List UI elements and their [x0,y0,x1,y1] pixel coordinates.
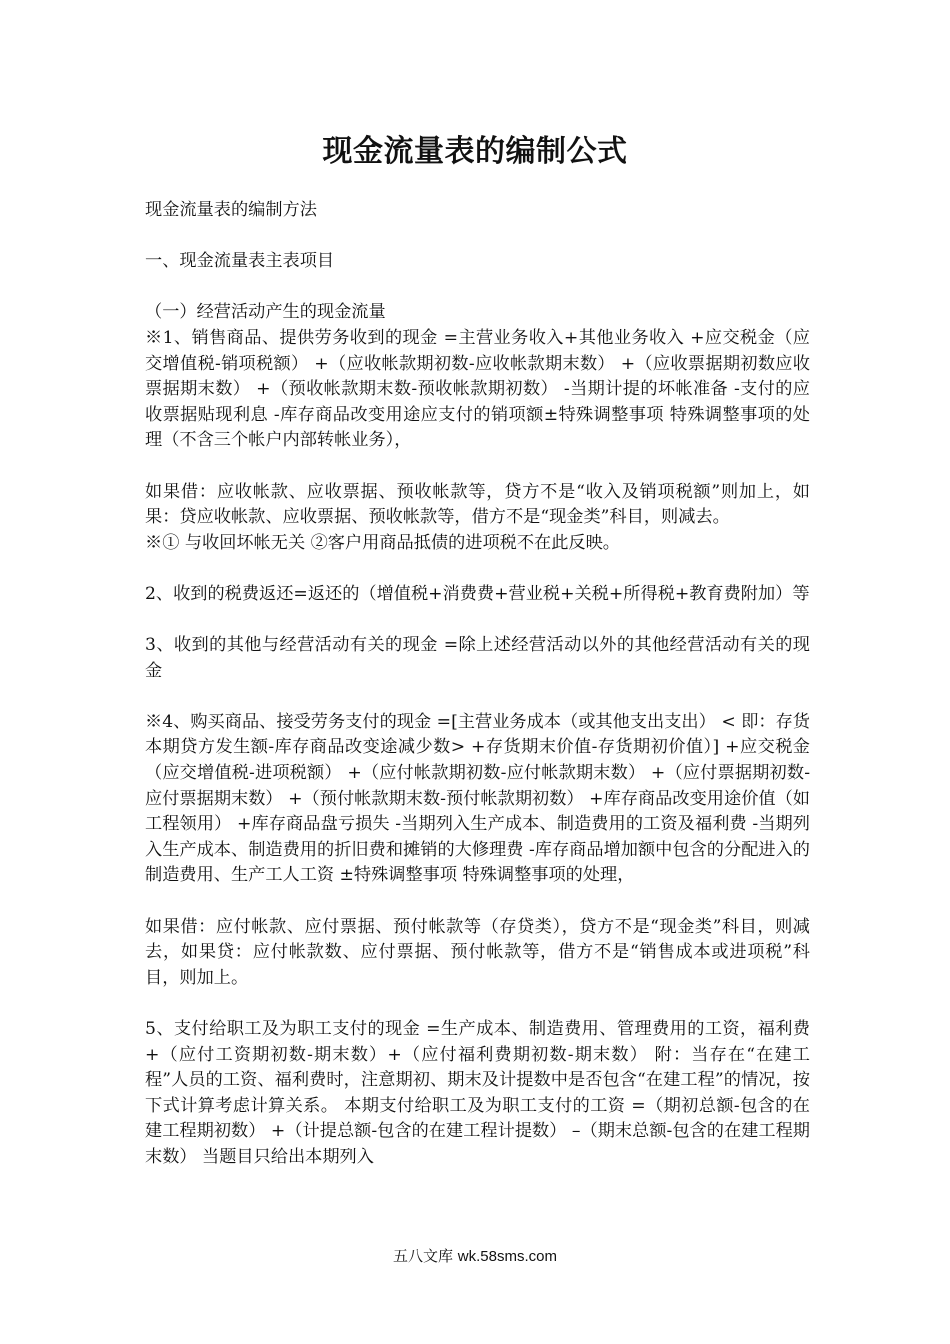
footer-site: wk.58sms.com [457,1248,557,1265]
paragraph-item-1-note: 如果借：应收帐款、应收票据、预收帐款等，贷方不是“收入及销项税额”则加上，如果：贷应收帐款、应收票据、预收帐款等，借方不是“现金类”科目，则减去。 [145,481,810,528]
paragraph-item-1-remark: ※① 与收回坏帐无关 ②客户用商品抵债的进项税不在此反映。 [145,532,620,553]
paragraph-item-2: 2、收到的税费返还=返还的（增值税+消费费+营业税+关税+所得税+教育费附加）等 [145,583,810,604]
paragraph-section-heading: 一、现金流量表主表项目 [145,251,335,272]
paragraph-method-heading: 现金流量表的编制方法 [145,200,317,220]
document-body [145,198,810,1171]
paragraph-item-4-note: 如果借：应付帐款、应付票据、预付帐款等（存贷类），贷方不是“现金类”科目，则减去，如果贷：应付帐款数、应付票据、预付帐款等，借方不是“销售成本或进项税”科目，则加上。 [145,916,810,988]
footer-label: 五八文库 [393,1247,454,1265]
paragraph-item-4: ※4、购买商品、接受劳务支付的现金 =[主营业务成本（或其他支出支出） < 即：存货本期贷方发生额-库存商品改变途减少数> +存货期末价值-存货期初价值）] +应交税金（应交增值税-进项税额） +（应付帐款期初数-应付帐款期末数） +（应付票据期初数-应付票据期末数） +（预付帐款期末数-预付帐款期初数） +库存商品改变用途价值（如工程领用） +库存商品盘亏损失 -当期列入生产成本、制造费用的工资及福利费 -当期列入生产成本、制造费用的折旧费和摊销的大修理费 -库存商品增加额中包含的分配进入的制造费用、生产工人工资 ±特殊调整事项 特殊调整事项的处理， [145,711,810,886]
document-title: 现金流量表的编制公式 [322,134,628,169]
paragraph-item-3: 3、收到的其他与经营活动有关的现金 =除上述经营活动以外的其他经营活动有关的现金 [145,635,810,681]
paragraph-item-5: 5、支付给职工及为职工支付的现金 =生产成本、制造费用、管理费用的工资，福利费 +（应付工资期初数-期末数）+（应付福利费期初数-期末数） 附：当存在“在建工程”人员的工资、福利费时，注意期初、期末及计提数中是否包含“在建工程”的情况，按下式计算考虑计算关系。 本期支付给职工及为职工支付的工资 =（期初总额-包含的在建工程期初数） +（计提总额-包含的在建工程计提数） –（期末总额-包含的在建工程期末数） 当题目只给出本期列入 [145,1019,810,1167]
paragraph-subsection-heading: （一）经营活动产生的现金流量 [145,302,386,323]
page-footer [0,1245,950,1268]
paragraph-item-1: ※1、销售商品、提供劳务收到的现金 =主营业务收入+其他业务收入 +应交税金（应交增值税-销项税额） +（应收帐款期初数-应收帐款期末数） +（应收票据期初数应收票据期末数） +（预收帐款期末数-预收帐款期初数） -当期计提的坏帐准备 -支付的应收票据贴现利息 -库存商品改变用途应支付的销项额±特殊调整事项 特殊调整事项的处理（不含三个帐户内部转帐业务）， [145,327,810,451]
